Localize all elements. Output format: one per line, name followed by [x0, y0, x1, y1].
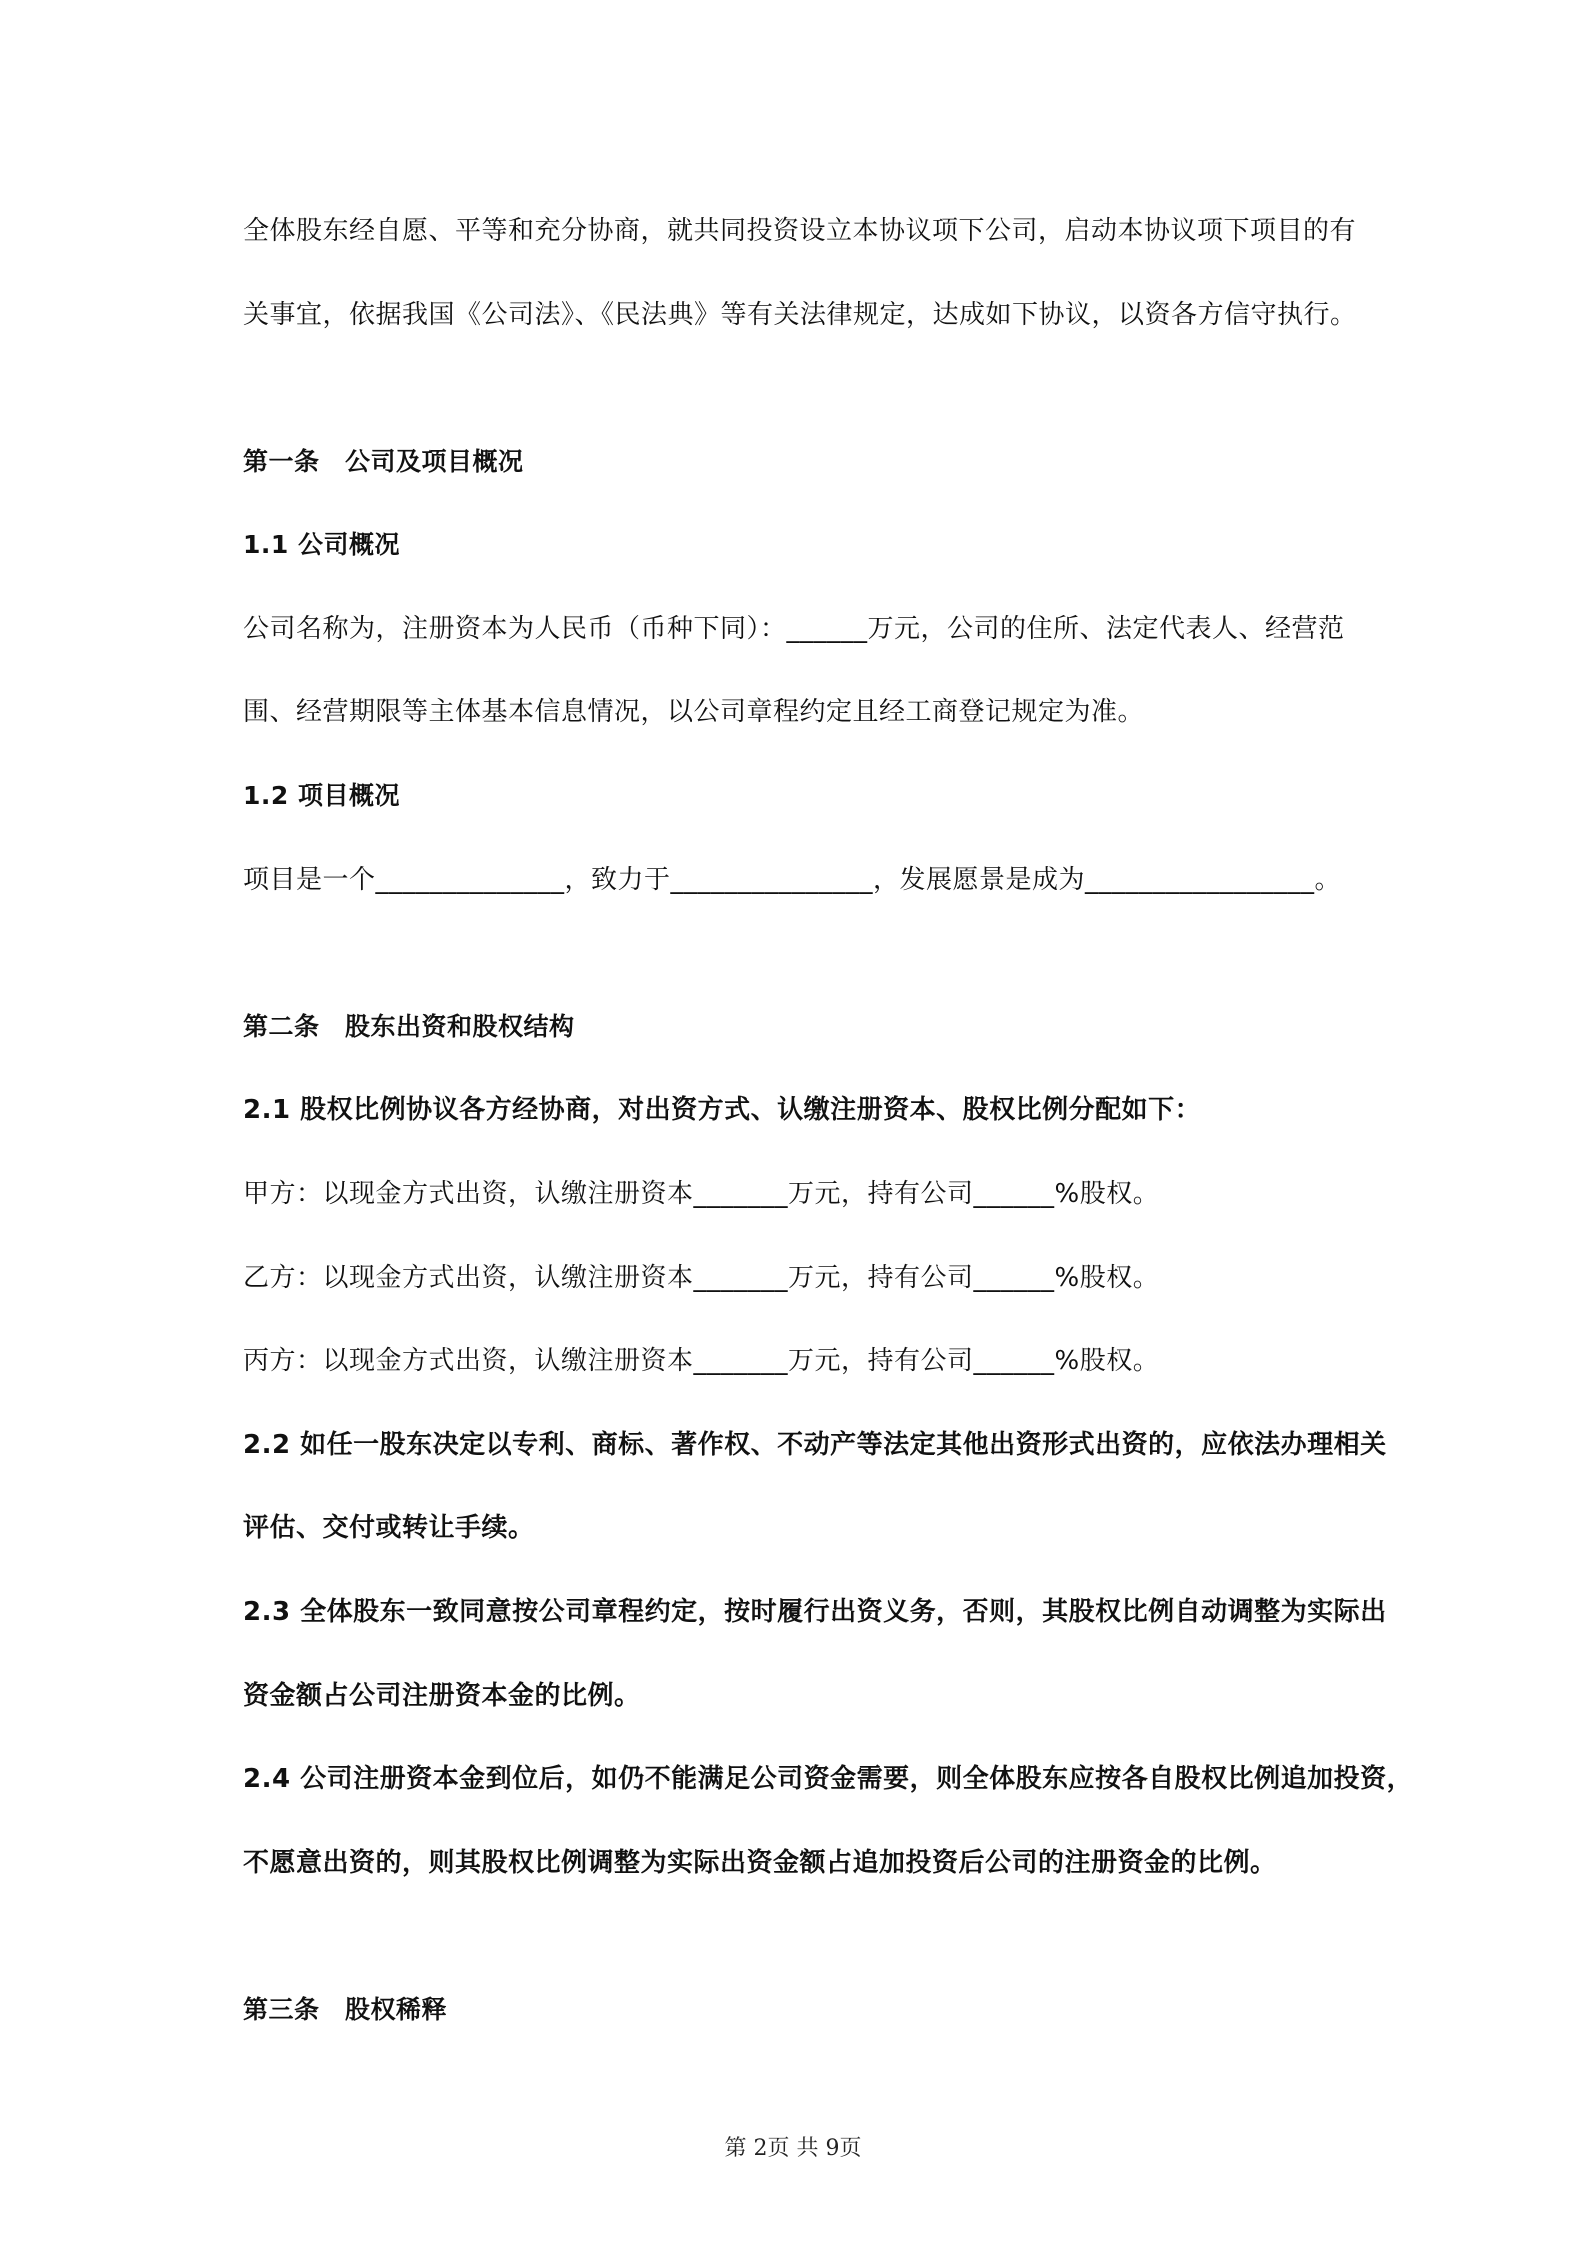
section-1-1-heading: 1.1 公司概况: [243, 530, 400, 559]
section-2-3-line-1: 2.3 全体股东一致同意按公司章程约定，按时履行出资义务，否则，其股权比例自动调整为实际出: [243, 1597, 1387, 1627]
article-2-heading: 第二条 股东出资和股权结构: [243, 1012, 575, 1041]
article-3-heading: 第三条 股权稀释: [243, 1995, 448, 2024]
article-1-heading: 第一条 公司及项目概况: [243, 447, 524, 476]
party-a-line: 甲方：以现金方式出资，认缴注册资本_______万元，持有公司______%股权。: [243, 1179, 1160, 1209]
intro-line-1: 全体股东经自愿、平等和充分协商，就共同投资设立本协议项下公司，启动本协议项下项目的有: [243, 216, 1357, 246]
section-2-2-line-2: 评估、交付或转让手续。: [243, 1513, 535, 1543]
section-2-4-line-1: 2.4 公司注册资本金到位后，如仍不能满足公司资金需要，则全体股东应按各自股权比例追加投资，: [243, 1764, 1414, 1794]
party-b-line: 乙方：以现金方式出资，认缴注册资本_______万元，持有公司______%股权。: [243, 1263, 1160, 1293]
section-1-2-heading: 1.2 项目概况: [243, 781, 400, 810]
page-number-footer: 第 2页 共 9页: [724, 2136, 862, 2161]
section-2-3-line-2: 资金额占公司注册资本金的比例。: [243, 1681, 641, 1711]
section-2-1-text: 2.1 股权比例协议各方经协商，对出资方式、认缴注册资本、股权比例分配如下：: [243, 1095, 1202, 1125]
section-1-1-text-line-1: 公司名称为，注册资本为人民币（币种下同）：______万元，公司的住所、法定代表人、经营范: [243, 614, 1345, 644]
party-c-line: 丙方：以现金方式出资，认缴注册资本_______万元，持有公司______%股权。: [243, 1346, 1160, 1376]
section-2-2-line-1: 2.2 如任一股东决定以专利、商标、著作权、不动产等法定其他出资形式出资的，应依法办理相关: [243, 1430, 1387, 1460]
section-1-1-text-line-2: 围、经营期限等主体基本信息情况，以公司章程约定且经工商登记规定为准。: [243, 697, 1145, 727]
section-1-2-text: 项目是一个______________，致力于_______________，发展愿景是成为_________________。: [243, 865, 1342, 895]
section-2-4-line-2: 不愿意出资的，则其股权比例调整为实际出资金额占追加投资后公司的注册资金的比例。: [243, 1848, 1277, 1878]
intro-line-2: 关事宜，依据我国《公司法》、《民法典》等有关法律规定，达成如下协议，以资各方信守执行。: [243, 300, 1357, 330]
